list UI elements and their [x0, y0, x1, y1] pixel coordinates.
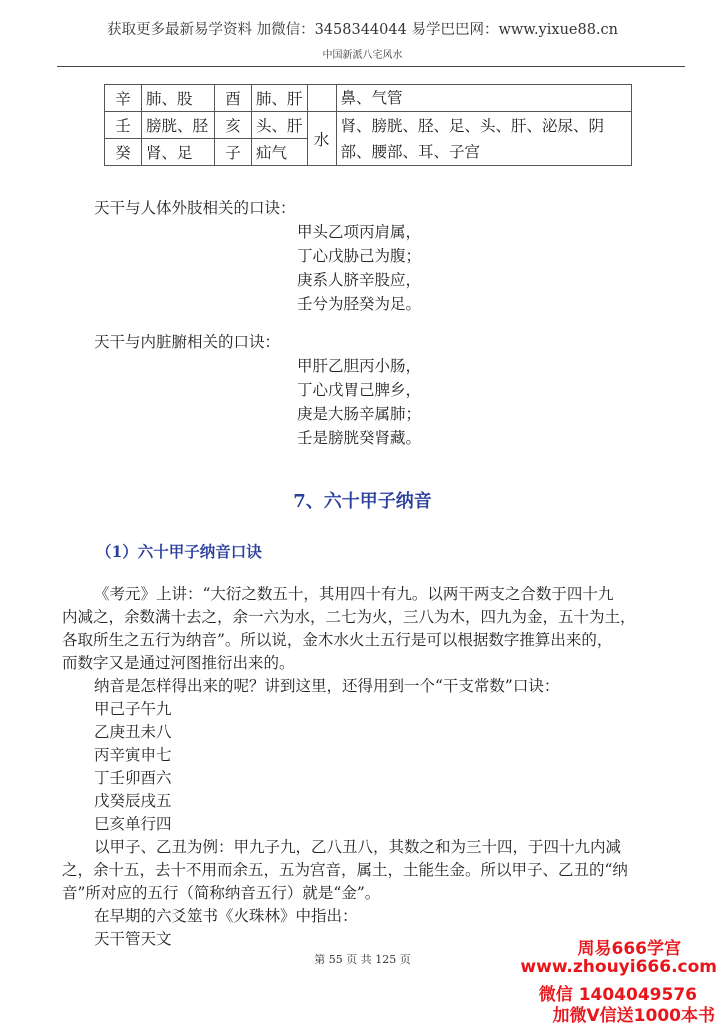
sub-title: （1）六十甲子纳音口诀 — [96, 542, 262, 561]
table-cell-zhi-organ: 肺、肝 — [252, 85, 308, 112]
table-cell-zhi: 酉 — [215, 85, 252, 112]
body-paragraph-line: 以甲子、乙丑为例：甲九子九，乙八丑八，其数之和为三十四，于四十九内减 — [94, 838, 622, 856]
organs-verse: 壬是膀胱癸肾藏。 — [297, 429, 422, 447]
body-paragraph-line: 之，余十五，去十不用而余五，五为宫音，属土，土能生金。所以甲子、乙丑的“纳 — [62, 861, 628, 879]
table-row — [105, 112, 632, 139]
list-item: 戊癸辰戌五 — [94, 792, 172, 810]
limbs-verse: 丁心戊胁己为腹； — [297, 247, 422, 265]
limbs-heading: 天干与人体外肢相关的口诀： — [94, 199, 296, 217]
table-cell-zhi: 亥 — [215, 112, 252, 139]
list-item: 巳亥单行四 — [94, 815, 172, 833]
table-cell-zhi-organ: 头、肝 — [252, 112, 308, 139]
organ-table — [104, 84, 632, 166]
organs-verse: 丁心戊胃己脾乡， — [297, 381, 422, 399]
list-item: 甲己子午九 — [94, 700, 172, 718]
table-cell-desc: 肾、膀胱、胫、足、头、肝、泌尿、阴部、腰部、耳、子宫 — [336, 112, 631, 166]
body-paragraph-line: 各取所生之五行为纳音”。所以说，金木水火土五行是可以根据数字推算出来的， — [62, 631, 613, 649]
table-cell-zhi-organ: 疝气 — [252, 139, 308, 166]
body-paragraph-line: 在早期的六爻筮书《火珠林》中指出： — [94, 907, 358, 925]
promo-line: 加微V信送1000本书 — [552, 1006, 715, 1026]
body-paragraph-line: 天干管天文 — [94, 930, 172, 948]
organs-heading: 天干与内脏腑相关的口诀： — [94, 333, 281, 351]
organs-verse: 庚是大肠辛属肺； — [297, 405, 422, 423]
table-cell-wuxing: 水 — [307, 112, 336, 166]
header-book-title: 中国新派八宅风水 — [322, 50, 403, 61]
header-contact-line: 获取更多最新易学资料 加微信：3458344044 易学巴巴网：www.yixue88.cn — [106, 22, 619, 38]
limbs-verse: 甲头乙项丙肩属， — [297, 223, 422, 241]
promo-line: 微信 1404049576 — [538, 985, 697, 1005]
list-item: 丙辛寅申七 — [94, 746, 172, 764]
page-number: 第 55 页 共 125 页 — [314, 953, 411, 966]
table-cell-gan: 辛 — [105, 85, 142, 112]
limbs-verse: 庚系人脐辛股应， — [297, 271, 422, 289]
body-paragraph-line: 音”所对应的五行（简称纳音五行）就是“金”。 — [62, 884, 381, 902]
table-row — [105, 85, 632, 112]
body-paragraph-line: 而数字又是通过河图推衍出来的。 — [62, 654, 295, 672]
list-item: 乙庚丑未八 — [94, 723, 172, 741]
table-cell-zhi: 子 — [215, 139, 252, 166]
promo-line: www.zhouyi666.com — [520, 957, 717, 977]
body-paragraph-line: 内减之，余数满十去之，余一六为水，二七为火，三八为木，四九为金，五十为土， — [62, 608, 636, 626]
body-paragraph-line: 《考元》上讲：“大衍之数五十，其用四十有九。以两干两支之合数于四十九 — [94, 585, 614, 603]
promo-line: 周易666学宫 — [577, 939, 681, 959]
table-cell-gan-organ: 肾、足 — [142, 139, 215, 166]
organs-verse: 甲肝乙胆丙小肠， — [297, 357, 422, 375]
table-cell-gan-organ: 膀胱、胫 — [142, 112, 215, 139]
header-divider — [57, 66, 685, 67]
list-item: 丁壬卯酉六 — [94, 769, 172, 787]
limbs-verse: 壬兮为胫癸为足。 — [297, 295, 422, 313]
table-cell-wuxing — [307, 85, 336, 112]
table-cell-desc: 鼻、气管 — [336, 85, 631, 112]
table-cell-gan: 癸 — [105, 139, 142, 166]
table-cell-gan-organ: 肺、股 — [142, 85, 215, 112]
body-paragraph-line: 纳音是怎样得出来的呢？讲到这里，还得用到一个“干支常数”口诀： — [94, 677, 560, 695]
table-cell-gan: 壬 — [105, 112, 142, 139]
section-title: 7、六十甲子纳音 — [293, 491, 432, 512]
